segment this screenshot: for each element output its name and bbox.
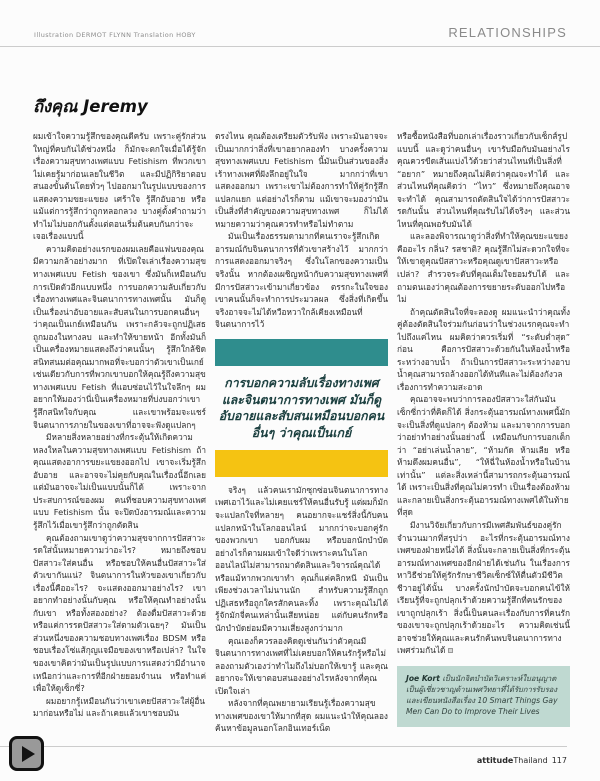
page-title: ถึงคุณ Jeremy	[33, 97, 148, 116]
body-paragraph: มันเป็นเรื่องธรรมดามากที่คนเราจะรู้สึกเกิดอารมณ์กับจินตนาการที่ตัวเขาสร้างไว้ มากกว่าการแสดงออกมาจริงๆ ซึ่งในโลกของความเป็นจริงนั้น หากต้องเผชิญหน้ากับความสุขทางเพศที่มีการปัสสาวะเข้ามาเกี่ยวข้อง ตรรกะในใจของเขาคนนั้นก็จะทำการประมวลผล ซึ่งสิ่งที่เกิดขึ้นจริงอาจจะไม่ได้หวือหวาใกล้เคียงเหมือนที่จินตนาการไว้	[215, 231, 388, 330]
article-body	[33, 130, 570, 744]
column-3	[397, 130, 570, 744]
play-triangle-icon	[22, 746, 35, 762]
pull-quote: การบอกความลับเรื่องทางเพศ และจินตนาการทางเพศ มันก็ดูอับอายและสับสนเหมือนบอกคนอื่นๆ ว่าคุณเป็นเกย์	[218, 375, 385, 441]
body-paragraph: ถ้าคุณตัดสินใจที่จะลองดู ผมแนะนำว่าคุณทั้งคู่ต้องตัดสินใจร่วมกันก่อนว่าในช่วงแรกคุณจะทำไปถึงแค่ไหน ผมคิดว่าควรเริ่มที่ “ระดับต่ำสุด” ก่อน คือการปัสสาวะด้วยกันในห้องน้ำหรือระหว่างอาบน้ำ ถ้าเป็นการปัสสาวะระหว่างอาบน้ำคุณสามารถล้างออกได้ทันทีและไม่ต้องกังวลเรื่องการทำความสะอาด	[397, 306, 570, 392]
footer-rule	[0, 746, 567, 747]
body-paragraph: ผมเข้าใจความรู้สึกของคุณดีครับ เพราะคู่รักส่วนใหญ่ที่คบกันได้ช่วงหนึ่ง ก็มักจะตกใจเมื่อได้รู้จักเรื่องความสุขทางเพศแบบ Fetishism ที่พวกเขาไม่เคยรู้มาก่อนเลยในชีวิต และมีปฏิกิริยาตอบสนองขั้นต้นโดยทั่วๆ ไปออกมาในรูปแบบของการแสดงความขยะแขยง เศร้าใจ รู้สึกอับอาย หรือแม้แต่การรู้สึกว่าถูกหลอกลวง บางคู่ตั้งคำถามว่าทำไมไม่บอกกันตั้งแต่ตอนเริ่มต้นคบกันกว่าจะเจอเรื่องแบบนี้	[33, 131, 206, 242]
body-paragraph: คุณต้องถามเขาดูว่าความสุขจากการปัสสาวะรดใส่นั้นหมายความว่าอะไร? หมายถึงชอบปัสสาวะใส่คนอื่น หรือชอบให้คนอื่นปัสสาวะใส่ตัวเขากันแน่? จินตนาการในหัวของเขาเกี่ยวกับเรื่องนี้คืออะไร? จะแสดงออกมาอย่างไร? เขาอยากทำอย่างนั้นกับคุณ หรือให้คุณทำอย่างนั้นกับเขา หรือทั้งสองอย่าง? ต้องดื่มปัสสาวะด้วยหรือแค่การรดปัสสาวะใส่ตามตัวเฉยๆ? มันเป็นส่วนหนึ่งของความชอบทางเพศเรื่อง BDSM หรือชอบเรื่องโซ่แส้กุญแจมือของเขาหรือเปล่า? ในใจของเขาคิดว่ามันเป็นรูปแบบการแสดงว่ามีอำนาจเหนือกว่าและการที่อีกฝ่ายยอมจำนน หรือทำแค่เพื่อให้ดูเซ็กซี่?	[33, 532, 206, 694]
body-paragraph: และลองพิจารณาดูว่าสิ่งที่ทำให้คุณขยะแขยงคืออะไร กลิ่น? รสชาติ? คุณรู้สึกไม่สะดวกใจที่จะให้เขาดูคุณปัสสาวะหรือคุณดูเขาปัสสาวะหรือเปล่า? สำรวจระดับที่คุณเต็มใจยอมรับได้ และถามตนเองว่าคุณต้องการขยายระดับออกไปหรือไม่	[397, 231, 570, 305]
column-1	[33, 130, 206, 744]
play-button-icon	[9, 736, 44, 771]
column-2	[215, 130, 388, 744]
author-name: Joe Kort	[406, 674, 440, 683]
body-paragraph: ผมอยากรู้เหมือนกันว่าเขาเคยปัสสาวะใส่ผู้อื่นมาก่อนหรือไม่ และถ้าเคยแล้วเขาชอบมัน	[33, 695, 205, 719]
body-paragraph: มีหลายสิ่งหลายอย่างที่กระตุ้นให้เกิดความหลงใหลในความสุขทางเพศแบบ Fetishism ถ้าคุณแสดงอาการขยะแขยงออกไป เขาจะเริ่มรู้สึกอับอาย และอาจจะไม่คุยกับคุณในเรื่องนี้อีกเลย แต่มันอาจจะไม่เป็นแบบนั้นก็ได้ เพราะจากประสบการณ์ของผม คนที่ชอบความสุขทางเพศแบบ Fetishism นั้น จะปิดบังอารมณ์และความรู้สึกไว้เมื่อเขารู้สึกว่าถูกตัดสิน	[33, 432, 206, 530]
footer-folio	[477, 756, 567, 765]
body-paragraph: คุณเองก็ควรลองคิดดูเช่นกันว่าตัวคุณมีจินตนาการทางเพศที่ไม่เคยบอกให้คนรักรู้หรือไม่ ลองถามตัวเองว่าทำไมถึงไม่บอกให้เขารู้ และคุณอยากจะให้เขาตอบสนองอย่างไรหลังจากที่คุณเปิดใจเล่า	[215, 635, 388, 696]
author-bio-box	[397, 666, 570, 727]
quote-bottom-bar	[215, 450, 388, 477]
body-paragraph: ความคิดอย่างแรกของผมเลยคือแฟนของคุณมีความกล้าอย่างมาก ที่เปิดใจเล่าเรื่องความสุขทางเพศแบบ Fetish ของเขา ซึ่งมันก็เหมือนกับการเปิดตัวอีกแบบหนึ่ง การบอกความลับเกี่ยวกับเรื่องทางเพศและจินตนาการทางเพศนั้น มันก็ดูเป็นเรื่องน่าอับอายและสับสนในการบอกคนอื่นๆ ว่าคุณเป็นเกย์เหมือนกัน เพราะกลัวจะถูกปฏิเสธ ถูกมองในทางลบ และทำให้ขายหน้า อีกทั้งมันก็เป็นเครื่องหมายแสดงถึงว่าคนนั้นๆ รู้สึกใกล้ชิดสนิทสนมต่อคุณมากพอที่จะบอกว่าตัวเขาเป็นเกย์ เช่นเดียวกับการที่พวกเขาบอกให้คุณรู้ถึงความสุขทางเพศแบบ Fetish ที่แอบซ่อนไว้ในใจลึกๆ ผมอยากให้มองว่านี่เป็นเครื่องหมายที่บ่งบอกว่าเขารู้สึกสนิทใจกับคุณ และเขาพร้อมจะแชร์จินตนาการภายในของเขาที่อาจจะฟังดูแปลกๆ	[33, 243, 206, 430]
author-bio-text: เป็นนักจิตบำบัดวิเคราะห์ใบอนุญาต เป็นผู้เชี่ยวชาญด้านเพศวิทยาที่ได้รับการรับรอง และเขียนหนังสือเรื่อง 10 Smart Things Gay Men Can Do to Improve Their Lives	[406, 674, 558, 716]
quote-top-bar	[215, 339, 388, 366]
body-paragraph: หรือซื้อหนังสือที่บอกเล่าเรื่องราวเกี่ยวกับเซ็กส์รูปแบบนี้ และดูว่าคนอื่นๆ เขารับมือกับมันอย่างไร คุณควรขีดเส้นแบ่งไว้ด้วยว่าส่วนไหนที่เป็นสิ่งที่ “อยาก” หมายถึงคุณไม่คิดว่าคุณจะทำได้ และส่วนไหนที่คุณคิดว่า “ไหว” ซึ่งหมายถึงคุณอาจจะทำได้ คุณสามารถตัดสินใจได้ว่าการปัสสาวะรดกันนั้น ส่วนไหนที่คุณรับไม่ได้จริงๆ และส่วนไหนที่คุณพอรับมันได้	[397, 131, 570, 229]
credits-line: Illustration DERMOT FLYNN Translation HOBY	[34, 31, 196, 39]
body-paragraph: จริงๆ แล้วคนเรามักซุกซ่อนจินตนาการทางเพศเอาไว้และไม่เคยแชร์ให้คนอื่นรับรู้ แต่ผมก็มักจะแปลกใจที่หลายๆ คนอยากจะแชร์สิ่งนี้กับคนแปลกหน้าในโลกออนไลน์ มากกว่าจะบอกคู่รักของพวกเขา บอกกับผม หรือบอกนักบำบัด อย่างไรก็ตามผมเข้าใจดีว่าเพราะคนในโลกออนไลน์ไม่สามารถมาตัดสินและวิจารณ์คุณได้ หรือแม้หากพวกเขาทำ คุณก็แค่คลิกหนี มันเป็นเพียงช่วงเวลาไม่นานนัก สำหรับความรู้สึกถูกปฏิเสธหรือถูกใครสักคนละทิ้ง เพราะคุณไม่ได้รู้จักมักจี่คนเหล่านั้นเสียหน่อย แต่กับคนรักหรือนักบำบัดย่อมมีความเสี่ยงสูงกว่ามาก	[215, 484, 388, 633]
body-paragraph: ตรงไหน คุณต้องเตรียมตัวรับฟัง เพราะมันอาจจะเป็นมากกว่าสิ่งที่เขาอยากลองทำ บางครั้งความสุขทางเพศแบบ Fetishism นี้มันเป็นส่วนของสิ่งเร้าทางเพศที่ฝังลึกอยู่ในใจ มากกว่าที่เขาแสดงออกมา เพราะเขาไม่ต้องการทำให้คู่รักรู้สึกแปลกแยก แต่อย่างไรก็ตาม แม้เขาจะมองว่ามันเป็นสิ่งที่สำคัญของความสุขทางเพศ ก็ไม่ได้หมายความว่าคุณควรทำหรือไม่ทำตาม	[215, 131, 388, 229]
body-paragraph: คุณอาจจะพบว่าการลองปัสสาวะใส่กันมันเซ็กซี่กว่าที่คิดก็ได้ สิ่งกระตุ้นอารมณ์ทางเพศนี้มักจะเป็นสิ่งที่ดูแปลกๆ ต้องห้าม และมาจากการบอกว่าอย่าทำอย่างนั้นอย่างนี้ เหมือนกับการบอกเด็กว่า “อย่าเล่นน้ำลาย”, “ห้ามกัด ห้ามเลีย หรือห้ามดึงผมคนอื่น”, “ให้ฉี่ในห้องน้ำหรือในบ้านเท่านั้น” แต่ละสิ่งเหล่านี้สามารถกระตุ้นอารมณ์ได้ เพราะเป็นสิ่งที่คุณไม่ควรทำ เป็นเรื่องต้องห้าม และกลายเป็นสิ่งกระตุ้นอารมณ์ทางเพศได้ในท้ายที่สุด	[397, 394, 570, 518]
magazine-name-regular: Thailand	[513, 756, 548, 765]
section-label: RELATIONSHIPS	[448, 25, 567, 40]
body-paragraph: มีงานวิจัยเกี่ยวกับการมีเพศสัมพันธ์ของคู่รักจำนวนมากที่สรุปว่า อะไรที่กระตุ้นอารมณ์ทางเพศของฝ่ายหนึ่งได้ สิ่งนั้นจะกลายเป็นสิ่งที่กระตุ้นอารมณ์ทางเพศของอีกฝ่ายได้เช่นกัน ในเรื่องการหาวิธีช่วยให้คู่รักรักษาชีวิตเซ็กซ์ให้ตื่นตัวมีชีวิตชีวาอยู่ได้นั้น บางครั้งนักบำบัดจะบอกคนไข้ให้เรียนรู้ที่จะถูกปลุกเร้าด้วยความรู้สึกที่คนรักของเขาถูกปลุกเร้า สิ่งนี้เป็นคนละเรื่องกับการที่คนรักของเขาจะถูกปลุกเร้าด้วยอะไร ความคิดเช่นนี้อาจช่วยให้คุณและคนรักค้นพบจินตนาการทางเพศร่วมกันได้	[397, 519, 570, 656]
end-mark	[448, 648, 453, 653]
page-number: 117	[551, 756, 567, 765]
pull-quote-module	[215, 339, 388, 477]
header-rule	[0, 46, 600, 47]
body-paragraph: หลังจากที่คุณพยายามเรียนรู้เรื่องความสุขทางเพศของเขาให้มากที่สุด ผมแนะนำให้คุณลองค้นหาข้อมูลนอกโลกอินเทอร์เน็ต	[215, 698, 388, 734]
magazine-name-bold: attitude	[476, 756, 514, 765]
